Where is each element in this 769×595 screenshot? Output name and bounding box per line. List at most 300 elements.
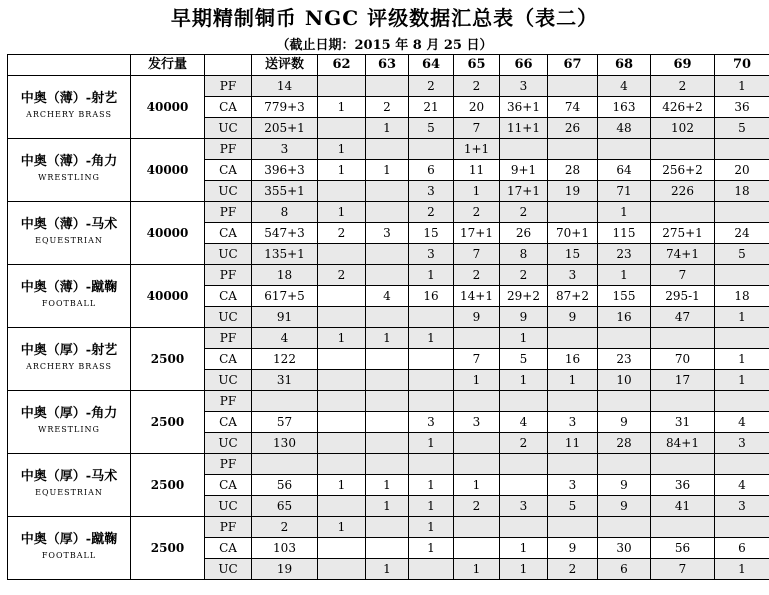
grade-count: 6 [715, 538, 769, 559]
header-cell: 64 [409, 55, 454, 76]
grade-count [598, 139, 651, 160]
grade-count: 2 [366, 97, 409, 118]
header-cell: 69 [651, 55, 715, 76]
total-count: 8 [252, 202, 318, 223]
grade-count: 74+1 [651, 244, 715, 265]
grade-count: 3 [500, 76, 548, 97]
header-cell: 66 [500, 55, 548, 76]
coin-name-cell [8, 202, 131, 265]
grade-count: 84+1 [651, 433, 715, 454]
table-row [8, 265, 769, 286]
grade-count [366, 538, 409, 559]
header-cell [205, 55, 252, 76]
grade-count [318, 307, 366, 328]
grade-count: 2 [318, 265, 366, 286]
grade-count: 1 [366, 475, 409, 496]
grade-count: 1 [366, 559, 409, 580]
grade-count: 1 [318, 475, 366, 496]
grade-count [318, 370, 366, 391]
grade-count [454, 433, 500, 454]
total-count: 57 [252, 412, 318, 433]
grade-count: 3 [409, 181, 454, 202]
total-count: 18 [252, 265, 318, 286]
total-count: 135+1 [252, 244, 318, 265]
grade-count: 19 [548, 181, 598, 202]
grade-type: CA [205, 97, 252, 118]
grade-count [318, 118, 366, 139]
header-cell: 65 [454, 55, 500, 76]
grade-count: 16 [409, 286, 454, 307]
grade-type: UC [205, 307, 252, 328]
grade-count: 7 [454, 118, 500, 139]
grade-count [715, 391, 769, 412]
grade-count: 1 [318, 328, 366, 349]
grade-count: 71 [598, 181, 651, 202]
grade-count: 1+1 [454, 139, 500, 160]
grade-count: 3 [500, 496, 548, 517]
grade-count [500, 517, 548, 538]
grade-type: CA [205, 349, 252, 370]
grade-count: 16 [598, 307, 651, 328]
grade-count: 20 [715, 160, 769, 181]
grade-count: 1 [598, 202, 651, 223]
grade-count: 1 [409, 433, 454, 454]
grade-count: 14+1 [454, 286, 500, 307]
grade-count: 115 [598, 223, 651, 244]
grade-count: 2 [454, 496, 500, 517]
issue-quantity: 40000 [131, 139, 205, 202]
total-count: 103 [252, 538, 318, 559]
grade-count [454, 538, 500, 559]
grade-count: 5 [500, 349, 548, 370]
grade-count [409, 307, 454, 328]
grade-count [548, 139, 598, 160]
total-count [252, 391, 318, 412]
coin-name-cell [8, 328, 131, 391]
grade-count: 11+1 [500, 118, 548, 139]
grade-count [409, 454, 454, 475]
total-count: 355+1 [252, 181, 318, 202]
grading-table [7, 54, 769, 580]
grade-count [651, 454, 715, 475]
grade-type: PF [205, 265, 252, 286]
grade-count [715, 139, 769, 160]
grade-count: 426+2 [651, 97, 715, 118]
coin-name-en: WRESTLING [38, 173, 100, 182]
issue-quantity: 2500 [131, 517, 205, 580]
grade-count [366, 349, 409, 370]
grade-count: 36+1 [500, 97, 548, 118]
grade-count: 275+1 [651, 223, 715, 244]
coin-name-cn: 中奥（厚）-角力 [20, 406, 118, 421]
grade-count: 36 [651, 475, 715, 496]
grade-count: 1 [454, 370, 500, 391]
grade-count: 23 [598, 349, 651, 370]
grade-count: 2 [318, 223, 366, 244]
grade-count: 4 [715, 475, 769, 496]
coin-name-en: FOOTBALL [41, 299, 97, 308]
grade-count [715, 265, 769, 286]
grade-count: 5 [409, 118, 454, 139]
grade-count [651, 391, 715, 412]
grade-count: 1 [318, 139, 366, 160]
grade-count: 29+2 [500, 286, 548, 307]
grade-count: 155 [598, 286, 651, 307]
grade-count: 1 [409, 496, 454, 517]
grade-count: 26 [548, 118, 598, 139]
coin-name-en: EQUESTRIAN [35, 488, 103, 497]
grade-count: 6 [598, 559, 651, 580]
grade-count: 1 [409, 265, 454, 286]
grade-count: 15 [409, 223, 454, 244]
grade-count: 1 [500, 538, 548, 559]
grade-count: 56 [651, 538, 715, 559]
grade-count: 3 [409, 244, 454, 265]
total-count [252, 454, 318, 475]
grade-count: 1 [318, 517, 366, 538]
grade-count [366, 454, 409, 475]
grade-count [366, 517, 409, 538]
grade-count: 1 [318, 97, 366, 118]
grade-type: PF [205, 391, 252, 412]
grade-count: 5 [715, 118, 769, 139]
grade-count: 1 [500, 328, 548, 349]
grade-count: 2 [409, 76, 454, 97]
grade-count: 48 [598, 118, 651, 139]
grade-count: 1 [454, 559, 500, 580]
total-count: 396+3 [252, 160, 318, 181]
grade-type: UC [205, 433, 252, 454]
grade-count [500, 391, 548, 412]
grade-count: 5 [715, 244, 769, 265]
grade-count [366, 202, 409, 223]
grade-count: 30 [598, 538, 651, 559]
grade-count: 87+2 [548, 286, 598, 307]
grade-count: 7 [454, 349, 500, 370]
grade-count: 9 [548, 538, 598, 559]
issue-quantity: 40000 [131, 202, 205, 265]
grade-count [318, 433, 366, 454]
grade-count [366, 76, 409, 97]
grade-count: 1 [454, 475, 500, 496]
coin-name-cn: 中奥（厚）-蹴鞠 [20, 532, 118, 547]
grade-count: 47 [651, 307, 715, 328]
grade-count: 4 [598, 76, 651, 97]
total-count: 91 [252, 307, 318, 328]
grade-count: 7 [651, 559, 715, 580]
grade-count: 70 [651, 349, 715, 370]
grade-count [409, 349, 454, 370]
grade-type: CA [205, 286, 252, 307]
grade-count: 1 [500, 559, 548, 580]
grade-count: 4 [366, 286, 409, 307]
grade-count [318, 286, 366, 307]
total-count: 31 [252, 370, 318, 391]
grade-count: 9 [598, 475, 651, 496]
grade-count: 3 [454, 412, 500, 433]
total-count: 205+1 [252, 118, 318, 139]
grade-count: 256+2 [651, 160, 715, 181]
grade-count: 28 [598, 433, 651, 454]
grade-count [548, 202, 598, 223]
total-count: 2 [252, 517, 318, 538]
coin-name-cn: 中奥（厚）-射艺 [20, 343, 118, 358]
grade-count: 21 [409, 97, 454, 118]
grade-count: 3 [715, 433, 769, 454]
grade-count: 11 [548, 433, 598, 454]
grade-count [715, 454, 769, 475]
coin-name-cell [8, 391, 131, 454]
grade-count: 1 [548, 370, 598, 391]
coin-name-cell [8, 139, 131, 202]
grade-count: 1 [715, 76, 769, 97]
table-row [8, 328, 769, 349]
grade-count [318, 181, 366, 202]
grade-count: 1 [318, 202, 366, 223]
grade-count [651, 517, 715, 538]
grade-count: 2 [454, 76, 500, 97]
grade-type: PF [205, 517, 252, 538]
grade-count: 9 [500, 307, 548, 328]
grade-type: CA [205, 160, 252, 181]
total-count: 19 [252, 559, 318, 580]
grade-count: 1 [409, 517, 454, 538]
coin-name-cn: 中奥（薄）-蹴鞠 [20, 280, 118, 295]
grade-type: CA [205, 412, 252, 433]
grade-count: 23 [598, 244, 651, 265]
grade-count [318, 76, 366, 97]
grade-count: 102 [651, 118, 715, 139]
grade-count: 1 [715, 370, 769, 391]
grade-count [651, 328, 715, 349]
issue-quantity: 2500 [131, 328, 205, 391]
header-cell: 发行量 [131, 55, 205, 76]
grade-type: CA [205, 475, 252, 496]
header-cell: 63 [366, 55, 409, 76]
grade-count: 1 [366, 160, 409, 181]
issue-quantity: 2500 [131, 454, 205, 517]
grade-count: 11 [454, 160, 500, 181]
grade-count: 1 [409, 538, 454, 559]
grade-count [318, 496, 366, 517]
coin-name-cn: 中奥（薄）-射艺 [20, 91, 118, 106]
grade-count: 2 [454, 202, 500, 223]
grade-count [366, 307, 409, 328]
grade-count [454, 454, 500, 475]
grade-count: 74 [548, 97, 598, 118]
grade-count [651, 139, 715, 160]
coin-name-cell [8, 454, 131, 517]
grade-count [366, 139, 409, 160]
grade-count: 4 [715, 412, 769, 433]
table-row [8, 454, 769, 475]
grade-count: 1 [366, 118, 409, 139]
grade-count: 17+1 [500, 181, 548, 202]
grade-count [651, 202, 715, 223]
grade-count: 1 [454, 181, 500, 202]
grade-type: PF [205, 139, 252, 160]
total-count: 65 [252, 496, 318, 517]
grade-count: 1 [715, 307, 769, 328]
grade-count: 2 [500, 265, 548, 286]
grade-count [548, 328, 598, 349]
table-row [8, 391, 769, 412]
grade-count: 2 [548, 559, 598, 580]
total-count: 14 [252, 76, 318, 97]
grade-type: CA [205, 223, 252, 244]
total-count: 779+3 [252, 97, 318, 118]
grade-count [409, 139, 454, 160]
issue-quantity: 2500 [131, 391, 205, 454]
grade-count [366, 181, 409, 202]
grade-count: 18 [715, 181, 769, 202]
grade-count: 1 [409, 328, 454, 349]
header-cell: 67 [548, 55, 598, 76]
grade-count: 9 [598, 496, 651, 517]
grade-count [366, 391, 409, 412]
header-cell: 70 [715, 55, 769, 76]
grade-count [318, 244, 366, 265]
grade-count [409, 370, 454, 391]
coin-name-cell [8, 76, 131, 139]
grade-count: 3 [715, 496, 769, 517]
grade-count [548, 391, 598, 412]
grade-type: PF [205, 454, 252, 475]
grade-count [409, 391, 454, 412]
grade-count: 3 [548, 475, 598, 496]
coin-name-en: FOOTBALL [41, 551, 97, 560]
total-count: 122 [252, 349, 318, 370]
header-cell: 62 [318, 55, 366, 76]
grade-count: 31 [651, 412, 715, 433]
grade-count: 26 [500, 223, 548, 244]
grade-type: CA [205, 538, 252, 559]
grade-type: UC [205, 244, 252, 265]
grade-type: UC [205, 559, 252, 580]
coin-name-cn: 中奥（薄）-马术 [20, 217, 118, 232]
grade-count: 17+1 [454, 223, 500, 244]
coin-name-cn: 中奥（薄）-角力 [20, 154, 118, 169]
grade-count: 1 [715, 559, 769, 580]
issue-quantity: 40000 [131, 76, 205, 139]
grade-type: PF [205, 76, 252, 97]
grade-count: 18 [715, 286, 769, 307]
grade-count: 1 [366, 328, 409, 349]
grade-count: 4 [500, 412, 548, 433]
grade-count: 1 [409, 475, 454, 496]
grade-count: 3 [548, 412, 598, 433]
grade-count: 64 [598, 160, 651, 181]
grade-count [318, 454, 366, 475]
grade-count: 9 [548, 307, 598, 328]
grade-count [366, 265, 409, 286]
grade-count: 9+1 [500, 160, 548, 181]
grade-count [318, 559, 366, 580]
grade-count [318, 538, 366, 559]
grade-count: 1 [366, 496, 409, 517]
total-count: 56 [252, 475, 318, 496]
grade-type: UC [205, 118, 252, 139]
grade-count: 7 [454, 244, 500, 265]
header-cell: 送评数 [252, 55, 318, 76]
grade-count: 15 [548, 244, 598, 265]
grade-count: 3 [548, 265, 598, 286]
coin-name-cell [8, 517, 131, 580]
grade-count: 2 [651, 76, 715, 97]
grade-count: 3 [409, 412, 454, 433]
grade-type: UC [205, 496, 252, 517]
grade-count: 2 [409, 202, 454, 223]
issue-quantity: 40000 [131, 265, 205, 328]
table-row [8, 76, 769, 97]
grade-count [598, 454, 651, 475]
total-count: 130 [252, 433, 318, 454]
coin-name-en: WRESTLING [38, 425, 100, 434]
total-count: 3 [252, 139, 318, 160]
grade-count: 7 [651, 265, 715, 286]
grade-count: 1 [598, 265, 651, 286]
grade-count: 16 [548, 349, 598, 370]
grade-count [366, 370, 409, 391]
grade-count [454, 391, 500, 412]
grade-count [598, 391, 651, 412]
grade-count [318, 391, 366, 412]
header-row [8, 55, 769, 76]
grade-count: 226 [651, 181, 715, 202]
grade-count: 8 [500, 244, 548, 265]
grade-count [598, 328, 651, 349]
grade-count: 17 [651, 370, 715, 391]
grade-count [500, 454, 548, 475]
total-count: 617+5 [252, 286, 318, 307]
grade-count [500, 139, 548, 160]
grade-count [454, 328, 500, 349]
grade-type: PF [205, 328, 252, 349]
grade-count: 1 [500, 370, 548, 391]
page-title: 早期精制铜币 NGC 评级数据汇总表（表二） [170, 6, 599, 30]
grade-count [409, 559, 454, 580]
grade-type: UC [205, 181, 252, 202]
header-cell [8, 55, 131, 76]
coin-name-en: ARCHERY BRASS [26, 110, 112, 119]
grade-count: 2 [454, 265, 500, 286]
grade-type: PF [205, 202, 252, 223]
grade-count [318, 412, 366, 433]
total-count: 4 [252, 328, 318, 349]
grade-count [548, 76, 598, 97]
grade-count [715, 202, 769, 223]
grade-count: 9 [454, 307, 500, 328]
coin-name-en: EQUESTRIAN [35, 236, 103, 245]
grade-count: 28 [548, 160, 598, 181]
table-row [8, 517, 769, 538]
grade-count [715, 517, 769, 538]
grade-count: 70+1 [548, 223, 598, 244]
grade-count [548, 454, 598, 475]
grade-count [366, 244, 409, 265]
header-cell: 68 [598, 55, 651, 76]
grade-count: 9 [598, 412, 651, 433]
grade-count: 2 [500, 202, 548, 223]
grade-count: 163 [598, 97, 651, 118]
grade-count [366, 412, 409, 433]
coin-name-cn: 中奥（厚）-马术 [20, 469, 118, 484]
coin-name-en: ARCHERY BRASS [26, 362, 112, 371]
grade-count: 36 [715, 97, 769, 118]
grade-count [548, 517, 598, 538]
table-row [8, 202, 769, 223]
grade-type: UC [205, 370, 252, 391]
